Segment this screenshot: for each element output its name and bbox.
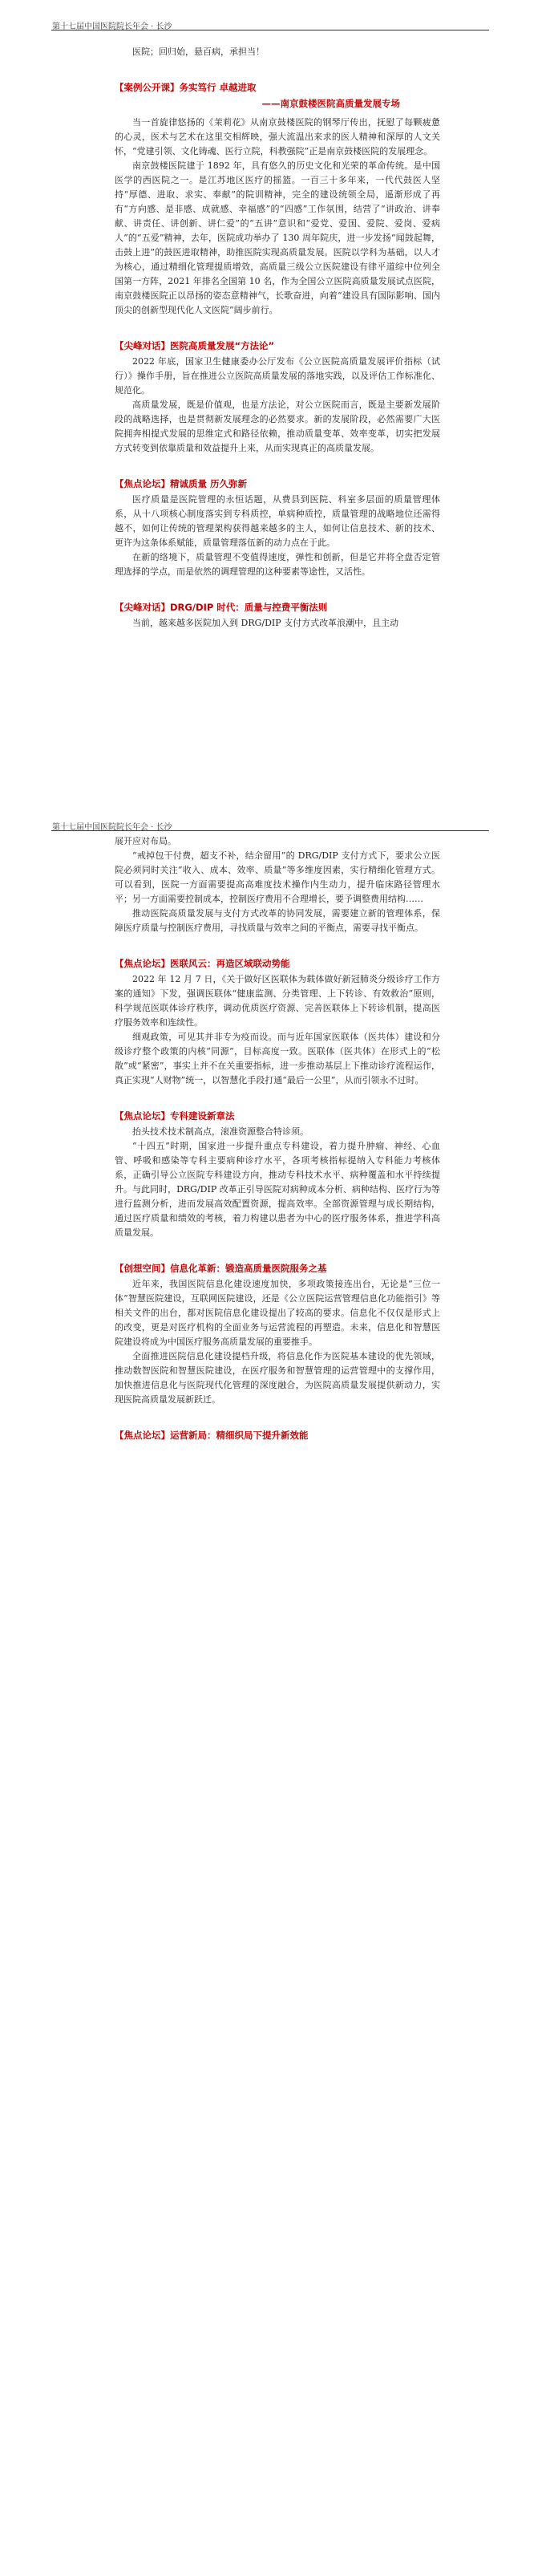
section-title-methodology: 【尖峰对话】医院高质量发展“方法论” xyxy=(115,340,275,351)
section-subtitle-nanjing: ——南京鼓楼医院高质量发展专场 xyxy=(261,98,400,109)
page-1-content xyxy=(115,45,440,631)
section-title-case-class: 【案例公开课】务实笃行 卓越进取 xyxy=(115,82,257,93)
opening-line: 医院；回归始，悬百病，承担当！ xyxy=(132,47,265,57)
paragraph: 当前，越来越多医院加入到 DRG/DIP 支付方式改革浪潮中，且主动 xyxy=(132,618,399,628)
paragraph: 南京鼓楼医院建于 1892 年，具有悠久的历史文化和光荣的革命传统。是中国医学的西医院之一。是江苏地区医疗的摇篮。一百三十多年来，一代代鼓医人坚持“厚德、进取、求实、奉献”的院训精神，完全的建设统领全局，遥渐形成了再有“方向感、是非感、成就感、幸福感”的“四感”工作氛围，结营了“讲政治、讲奉献、讲责任、讲创新、讲仁爱”的“五讲”意识和“爱党、爱国、爱院、爱岗、爱病人”的“五爱”精神，去年，医院成功举办了 130 周年院庆，进一步发扬“闻鼓起舞，击鼓上进”的鼓医进取精神，助推医院实现高质量发展。医院以学科为基础，以人才为核心，通过精细化管理提质增效，高质量三级公立医院建设有律平道综中位列全国第一方阵，2021 年排名全国第 10 名，作为全国公立医院高质量发展试点医院，南京鼓楼医院正以昂扬的姿态意精神气，长歌奋进，向着“建设具有国际影响、国内顶尖的创新型现代化人文医院”阔步前行。 xyxy=(115,160,440,315)
paragraph: 近年来，我国医院信息化建设速度加快，多项政策接连出台，无论是“三位一体”智慧医院建设，互联网医院建设，还是《公立医院运营管理信息化功能指引》等相关文件的出台，都对医院信息化建设提出了较高的要求。信息化不仅仅是形式上的改变，更是对医疗机构的全面业务与运营流程的再塑造。未来，信息化和智慧医院建设将成为中国医疗服务高质量发展的重要推手。 xyxy=(115,1279,440,1347)
page-2-content xyxy=(115,834,440,1444)
paragraph: “十四五”时期，国家进一步提升重点专科建设，着力提升肿瘤、神经、心血管、呼吸和感染等专科主要病种诊疗水平，各项考核指标提纳入专科能力考核体系，正确引导公立医院专科建设方向，推动专科技术水平、病种覆盖和水平持续提升。与此同时，DRG/DIP 改革正引导医院对病种成本分析、病种结构、医疗行为等进行监测分析，进而发展高效配置资源，提高效率。全部资源管理与成长期结构，通过医疗质量和绩效的考核，着力构建以患者为中心的医疗服务体系，推进学科高质量发展。 xyxy=(115,1141,440,1238)
paragraph: 推动医院高质量发展与支付方式改革的协同发展，需要建立新的管理体系，保障医疗质量与控制医疗费用，寻找质量与效率之间的平衡点，需要寻找平衡点。 xyxy=(115,908,440,933)
paragraph: “戒掉包干付费，超支不补，结余留用”的 DRG/DIP 支付方式下，要求公立医院必须同时关注“收入、成本、效率、质量”等多维度因素，实行精细化管理方式。可以看到，医院一方面需要提高高难度技术操作内生动力，提升临床路径管理水平；另一方面需要控制成本，控制医疗费用不合理增长，要予调整费用结构…… xyxy=(115,850,440,904)
section-title-informatization: 【创想空间】信息化革新：锻造高质量医院服务之基 xyxy=(115,1263,327,1274)
running-header: 第十七届中国医院院长年会 · 长沙 xyxy=(52,22,172,31)
paragraph: 在新的络境下，质量管理不变值得速度，弹性和创新，但是它并将全盘否定管理选择的学点，而是依然的调理管理的这种要素等途性，又活性。 xyxy=(115,552,440,577)
section-title-drg-dip: 【尖峰对话】DRG/DIP 时代：质量与控费平衡法则 xyxy=(115,602,328,613)
section-title-specialty: 【焦点论坛】专科建设新章法 xyxy=(115,1110,235,1122)
page-1 xyxy=(0,0,554,802)
page-2 xyxy=(0,801,554,1603)
paragraph: 当一首旋律悠扬的《茉莉花》从南京鼓楼医院的钢琴厅传出，抚慰了每颗疲惫的心灵，医术与艺术在这里交相辉映，强大流温出来求的医人精神和深厚的人文关怀，“党建引领、文化铸魂、医行立院，科教强院”正是南京鼓楼医院的发展理念。 xyxy=(115,117,440,156)
header-rule xyxy=(51,830,489,831)
paragraph: 高质量发展，既是价值观，也是方法论，对公立医院而言，既是主要新发展阶段的战略选择，也是贯彻新发展理念的必然要求。新的发展阶段，必然需要广大医院拥奔相提式发展的思维定式和路径依赖，推动质量变革、效率变革，切实把发展方式转变到依靠质量和效益提升上来，从而实现真正的高质量发展。 xyxy=(115,400,440,453)
paragraph: 2022 年底，国家卫生健康委办公厅发布《公立医院高质量发展评价指标（试行）》操作手册，旨在推进公立医院高质量发展的落地实践，以及评估工作标准化、规范化。 xyxy=(115,356,440,396)
section-title-medical-alliance: 【焦点论坛】医联风云：再造区域联动势能 xyxy=(115,958,290,969)
running-header: 第十七届中国医院院长年会 · 长沙 xyxy=(52,823,172,832)
paragraph: 全面推进医院信息化建设提档升级，将信息化作为医院基本建设的优先领域，推动数智医院和智慧医院建设，在医疗服务和智慧管理的运营管理中的支撑作用，加快推进信息化与医院现代化管理的深度融合，为医院高质量发展提供新动力，实现医院高质量发展新跃迁。 xyxy=(115,1351,440,1405)
section-title-quality: 【焦点论坛】精诚质量 历久弥新 xyxy=(115,478,248,489)
section-title-operations: 【焦点论坛】运营新局：精细织局下提升新效能 xyxy=(115,1430,309,1441)
paragraph: 展开应对布局。 xyxy=(115,836,176,846)
paragraph: 2022 年 12 月 7 日，《关于做好区医联体为载体做好新冠肺炎分级诊疗工作方案的通知》下发，强调医联体“健康监测、分类管理、上下转诊、有效救治”原则，科学规范医联体诊疗秩序，调动优质医疗资源、完善医联体上下转诊机制，提高医疗服务效率和连续性。 xyxy=(115,974,440,1028)
paragraph: 医疗质量是医院管理的永恒话题，从费县到医院、科室多层面的质量管理体系，从十八项核心制度落实到专科质控，单病种质控，质量管理的战略地位还需得越不，如何让传统的管理架构获得越来越多的主人，如何让信息技术、新的技术、更许为这条体系赋能，质量管理落伍新的动力点在于此。 xyxy=(115,494,440,548)
paragraph: 细观政策，可见其并非专为疫而设。而与近年国家医联体（医共体）建设和分级诊疗整个政策的内核“同源”，目标高度一致。医联体（医共体）在形式上的“松散”或“紧密”，事实上并不在关重要指标，进一步推动基层上下推动诊疗流程运作，真正实现“人财物”统一，以智慧化手段打通“最后一公里”，从而引领永不过时。 xyxy=(115,1032,440,1085)
paragraph: 抬头技术技术制高点，滚准资源整合特诊须。 xyxy=(132,1126,309,1137)
